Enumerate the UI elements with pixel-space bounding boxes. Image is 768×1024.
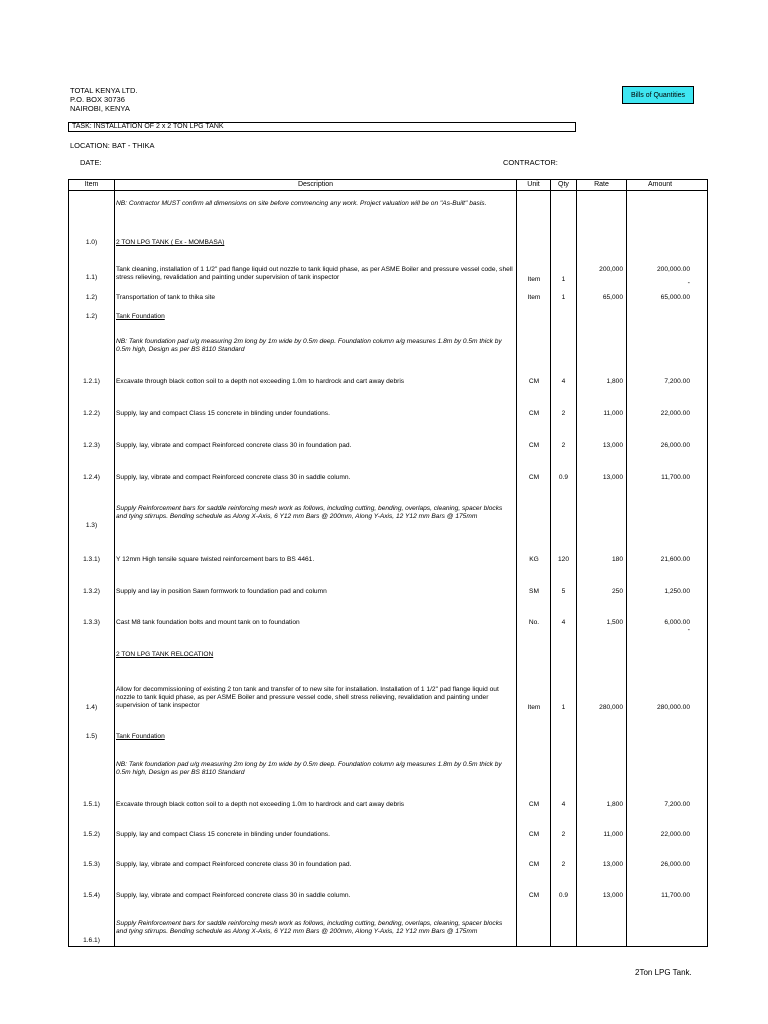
row-amount: 7,200.00	[664, 801, 690, 808]
row-description: Excavate through black cotton soil to a depth not exceeding 1.0m to hardrock and cart away debris	[116, 378, 405, 385]
row-qty: 4	[561, 801, 566, 808]
row-description: NB: Tank foundation pad u/g measuring 2m long by 1m wide by 0.5m deep. Foundation column a/g measures 1.8m by 0.5m thick by 0.5m high, Design as per BS 8110 Standard	[116, 761, 502, 776]
row-description: Transportation of tank to thika site	[116, 294, 216, 301]
row-rate: 1,800	[606, 378, 623, 385]
row-qty: 1	[561, 294, 566, 301]
company-name: TOTAL KENYA LTD.	[70, 86, 138, 95]
row-qty: 5	[561, 588, 566, 595]
row-description: 2 TON LPG TANK ( Ex - MOMBASA)	[116, 239, 225, 246]
row-description: Supply, lay, vibrate and compact Reinforced concrete class 30 in foundation pad.	[116, 442, 352, 449]
row-item: 1.2.2)	[83, 410, 100, 417]
row-qty: 4	[561, 378, 566, 385]
row-rate: 13,000	[602, 442, 623, 449]
row-item: 1.5.2)	[83, 831, 100, 838]
bill-of-quantities-table	[68, 179, 708, 947]
row-unit: No.	[528, 619, 540, 626]
row-rate: 13,000	[602, 474, 623, 481]
date-label: DATE:	[80, 158, 102, 167]
row-unit: CM	[528, 831, 540, 838]
row-rate: 1,500	[606, 619, 623, 626]
row-rate: 200,000	[599, 266, 623, 273]
row-unit: CM	[528, 861, 540, 868]
row-description: Y 12mm High tensile square twisted reinforcement bars to BS 4461.	[116, 556, 315, 563]
header-amount: Amount	[647, 181, 673, 188]
row-unit: KG	[529, 556, 539, 563]
row-description: Supply, lay, vibrate and compact Reinforced concrete class 30 in saddle column.	[116, 474, 351, 481]
row-rate: 11,000	[603, 410, 623, 417]
row-amount: 7,200.00	[664, 378, 690, 385]
row-amount: 1,250.00	[664, 588, 690, 595]
row-amount: 26,000.00	[660, 861, 690, 868]
row-description: Tank cleaning, installation of 1 1/2" pad flange liquid out nozzle to tank liquid phase, as per ASME Boiler and pressure vessel code, shell stress relieving, revalidation and painting under supervision of tank inspector	[116, 266, 513, 281]
row-amount: 65,000.00	[660, 294, 690, 301]
header-qty: Qty	[558, 181, 569, 188]
row-description: NB: Contractor MUST confirm all dimensions on site before commencing any work. Project valuation will be on "As-Built" basis.	[116, 200, 487, 207]
row-item: 1.3)	[85, 522, 98, 529]
row-description: Tank Foundation	[116, 733, 165, 740]
row-qty: 4	[561, 619, 566, 626]
contractor-label: CONTRACTOR:	[503, 158, 558, 167]
row-description: Excavate through black cotton soil to a depth not exceeding 1.0m to hardrock and cart away debris	[116, 801, 405, 808]
page-footer: 2Ton LPG Tank.	[635, 968, 692, 977]
row-item: 1.2)	[85, 313, 98, 320]
row-amount: 22,000.00	[660, 831, 690, 838]
row-item: 1.2.4)	[83, 474, 100, 481]
row-item: 1.2.3)	[83, 442, 100, 449]
row-description: Supply, lay, vibrate and compact Reinforced concrete class 30 in saddle column.	[116, 892, 351, 899]
company-po-box: P.O. BOX 30736	[70, 95, 125, 104]
row-description: Cast M8 tank foundation bolts and mount tank on to foundation	[116, 619, 300, 626]
row-unit: Item	[527, 704, 541, 711]
row-rate: 250	[611, 588, 623, 595]
header-rate: Rate	[594, 181, 609, 188]
row-description: Supply Reinforcement bars for saddle reinforcing mesh work as follows, including cutting, bending, overlaps, cleaning, spacer blocks and tying stirrups. Bending schedule as Along X-Axis, 6 Y12 mm Bars @ 200mm, Along Y-Axis, 12 Y12 mm Bars @ 175mm	[116, 505, 503, 520]
row-description: Tank Foundation	[116, 313, 165, 320]
row-description: Supply Reinforcement bars for saddle reinforcing mesh work as follows, including cutting, bending, overlaps, cleaning, spacer blocks and tying stirrups. Bending schedule as Along X-Axis, 6 Y12 mm Bars @ 200mm, Along Y-Axis, 12 Y12 mm Bars @ 175mm	[116, 920, 503, 935]
row-qty: 2	[561, 831, 566, 838]
task-title: TASK: INSTALLATION OF 2 x 2 TON LPG TANK	[68, 122, 576, 132]
row-unit: CM	[528, 474, 540, 481]
row-amount: 22,000.00	[660, 410, 690, 417]
row-item: 1.3.2)	[83, 588, 100, 595]
row-rate: 280,000	[599, 704, 623, 711]
location: LOCATION: BAT - THIKA	[70, 141, 155, 150]
row-item: 1.5)	[85, 733, 98, 740]
row-item: 1.5.1)	[83, 801, 100, 808]
row-amount: 6,000.00	[664, 619, 690, 626]
row-unit: CM	[528, 410, 540, 417]
row-description: Supply and lay in position Sawn formwork to foundation pad and column	[116, 588, 327, 595]
row-amount: 11,700.00	[661, 892, 690, 899]
row-amount: 280,000.00	[656, 704, 690, 711]
row-qty: 0.9	[558, 474, 569, 481]
row-rate: 65,000	[602, 294, 623, 301]
row-unit: CM	[528, 892, 540, 899]
row-description: Supply, lay, vibrate and compact Reinforced concrete class 30 in foundation pad.	[116, 861, 352, 868]
header-item: Item	[84, 181, 99, 188]
row-description: Supply, lay and compact Class 15 concrete in blinding under foundations.	[116, 831, 330, 838]
row-rate: 13,000	[602, 892, 623, 899]
company-address	[70, 86, 138, 113]
row-item: 1.3.3)	[83, 619, 100, 626]
row-unit: SM	[529, 588, 539, 595]
row-unit: CM	[528, 378, 540, 385]
row-description: Allow for decommissioning of existing 2 ton tank and transfer of to new site for installation. Installation of 1 1/2" pad flange liquid out nozzle to tank liquid phase, as per ASME Boiler and pressure vessel code, shell stress relieving, revalidation and painting under supervision of tank inspector	[116, 686, 499, 709]
row-amount: 21,600.00	[660, 556, 690, 563]
row-qty: 2	[561, 442, 566, 449]
row-unit: CM	[528, 442, 540, 449]
row-item: 1.1)	[85, 274, 98, 281]
row-qty: 2	[561, 861, 566, 868]
row-item: 1.6.1)	[83, 937, 100, 944]
row-rate: 1,800	[606, 801, 623, 808]
row-amount: 200,000.00	[656, 266, 690, 273]
row-rate: 11,000	[603, 831, 623, 838]
row-item: 1.0)	[85, 239, 98, 246]
row-amount: 11,700.00	[661, 474, 690, 481]
row-qty: 120	[557, 556, 569, 563]
document-type-badge: Bills of Quantities	[622, 86, 694, 104]
row-item: 1.5.3)	[83, 861, 100, 868]
row-qty: 1	[561, 704, 566, 711]
row-item: 1.3.1)	[83, 556, 100, 563]
dash-mark: -	[687, 627, 690, 634]
row-rate: 180	[611, 556, 623, 563]
company-city: NAIROBI, KENYA	[70, 104, 130, 113]
dash-mark: -	[687, 280, 690, 287]
row-qty: 0.9	[558, 892, 569, 899]
row-item: 1.5.4)	[83, 892, 100, 899]
header-description: Description	[297, 181, 333, 188]
row-unit: Item	[527, 294, 541, 301]
row-item: 1.2.1)	[83, 378, 100, 385]
row-unit: CM	[528, 801, 540, 808]
row-rate: 13,000	[602, 861, 623, 868]
row-description: Supply, lay and compact Class 15 concrete in blinding under foundations.	[116, 410, 330, 417]
header-unit: Unit	[527, 181, 540, 188]
row-description: NB: Tank foundation pad u/g measuring 2m long by 1m wide by 0.5m deep. Foundation column a/g measures 1.8m by 0.5m thick by 0.5m high, Design as per BS 8110 Standard	[116, 338, 502, 353]
row-amount: 26,000.00	[660, 442, 690, 449]
row-unit: Item	[527, 276, 541, 283]
row-item: 1.2)	[85, 294, 98, 301]
row-description: 2 TON LPG TANK RELOCATION	[116, 651, 214, 658]
row-qty: 2	[561, 410, 566, 417]
row-item: 1.4)	[85, 704, 98, 711]
row-qty: 1	[561, 276, 566, 283]
